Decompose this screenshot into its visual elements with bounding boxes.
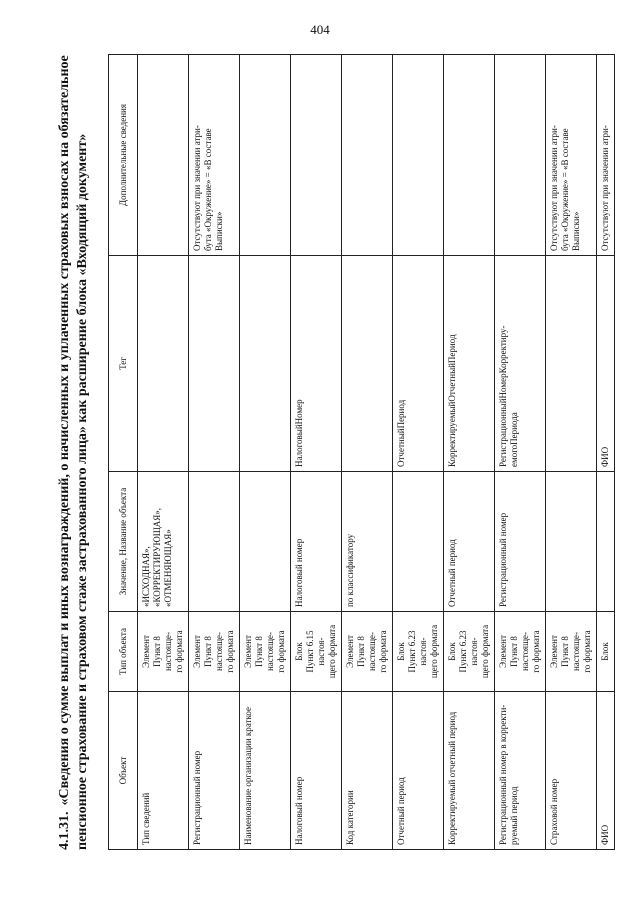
cell-type: Элемент Пункт 8 настояще- го формата <box>495 612 546 692</box>
cell-value <box>189 472 240 612</box>
cell-tag: ФИО <box>597 256 615 472</box>
header-object: Объект <box>109 692 138 850</box>
header-extra: Дополнительные сведения <box>109 55 138 256</box>
cell-tag <box>138 256 189 472</box>
table-row <box>291 55 342 850</box>
cell-value <box>597 472 615 612</box>
header-tag: Тег <box>109 256 138 472</box>
section-number: 4.1.31. <box>57 811 72 850</box>
cell-tag <box>189 256 240 472</box>
cell-value: Налоговый номер <box>291 472 342 612</box>
cell-extra <box>495 55 546 256</box>
cell-extra <box>240 55 291 256</box>
cell-object: Корректируемый отчетный период <box>444 692 495 850</box>
cell-object: Тип сведений <box>138 692 189 850</box>
table-row <box>138 55 189 850</box>
cell-tag: КорректируемыйОтчетныйПериод <box>444 256 495 472</box>
cell-object: Регистрационный номер <box>189 692 240 850</box>
table-row <box>240 55 291 850</box>
cell-object: Налоговый номер <box>291 692 342 850</box>
cell-object: Код категории <box>342 692 393 850</box>
table-row <box>597 55 615 850</box>
cell-value <box>546 472 597 612</box>
cell-tag <box>546 256 597 472</box>
rotated-page-content <box>56 55 610 850</box>
cell-type: Блок Пункт 6.23 настоя- щего формата <box>444 612 495 692</box>
header-value: Значение, Название объекта <box>109 472 138 612</box>
table-row <box>189 55 240 850</box>
table-row <box>495 55 546 850</box>
cell-extra <box>291 55 342 256</box>
cell-tag <box>240 256 291 472</box>
format-table <box>108 54 615 850</box>
cell-value: Отчетный период <box>444 472 495 612</box>
section-heading <box>56 55 92 850</box>
header-type: Тип объекта <box>109 612 138 692</box>
cell-tag: ОтчетныйПериод <box>393 256 444 472</box>
cell-extra: Отсутствуют при значении атри- бута «Окружение» = «В составе Выписки» <box>546 55 597 256</box>
cell-value: «ИСХОДНАЯ», «КОРРЕКТИРУЮЩАЯ», «ОТМЕНЯЮЩАЯ» <box>138 472 189 612</box>
cell-value: по классификатору <box>342 472 393 612</box>
cell-type: Блок Пункт 6.23 настоя- щего формата <box>393 612 444 692</box>
cell-extra: Отсутствуют при значении атри- <box>597 55 615 256</box>
cell-type: Элемент Пункт 8 настояще- го формата <box>546 612 597 692</box>
cell-type: Элемент Пункт 8 настояще- го формата <box>342 612 393 692</box>
cell-extra: Отсутствуют при значении атри- бута «Окружение» = «В составе Выписки» <box>189 55 240 256</box>
table-row <box>393 55 444 850</box>
cell-value <box>393 472 444 612</box>
cell-type: Элемент Пункт 8 настояще- го формата <box>189 612 240 692</box>
cell-value <box>240 472 291 612</box>
cell-object: Наименование организации краткое <box>240 692 291 850</box>
cell-object: Регистрационный номер в корректи- руемый период <box>495 692 546 850</box>
table-row <box>342 55 393 850</box>
cell-type: Элемент Пункт 8 настояще- го формата <box>240 612 291 692</box>
cell-object: ФИО <box>597 692 615 850</box>
cell-tag: РегистрационныйНомерКорректиру- емогоПериода <box>495 256 546 472</box>
table-header-row <box>109 55 138 850</box>
cell-object: Отчетный период <box>393 692 444 850</box>
cell-type: Элемент Пункт 8 настояще- го формата <box>138 612 189 692</box>
cell-extra <box>138 55 189 256</box>
cell-type: Блок Пункт 6.15 настоя- щего формата <box>291 612 342 692</box>
cell-object: Страховой номер <box>546 692 597 850</box>
table-row <box>444 55 495 850</box>
cell-extra <box>444 55 495 256</box>
cell-tag: НалоговыйНомер <box>291 256 342 472</box>
page-number: 404 <box>310 22 330 37</box>
table-row <box>546 55 597 850</box>
cell-extra <box>342 55 393 256</box>
cell-extra <box>393 55 444 256</box>
cell-value: Регистрационный номер <box>495 472 546 612</box>
cell-tag <box>342 256 393 472</box>
section-title: «Сведения о сумме выплат и иных вознаграждений, о начисленных и уплаченных страховых взносах на обязательное пенсионное страхование и страховом стаже застрахованного лица» как расширение блока «Входящий документ» <box>57 55 90 850</box>
cell-type: Блок <box>597 612 615 692</box>
